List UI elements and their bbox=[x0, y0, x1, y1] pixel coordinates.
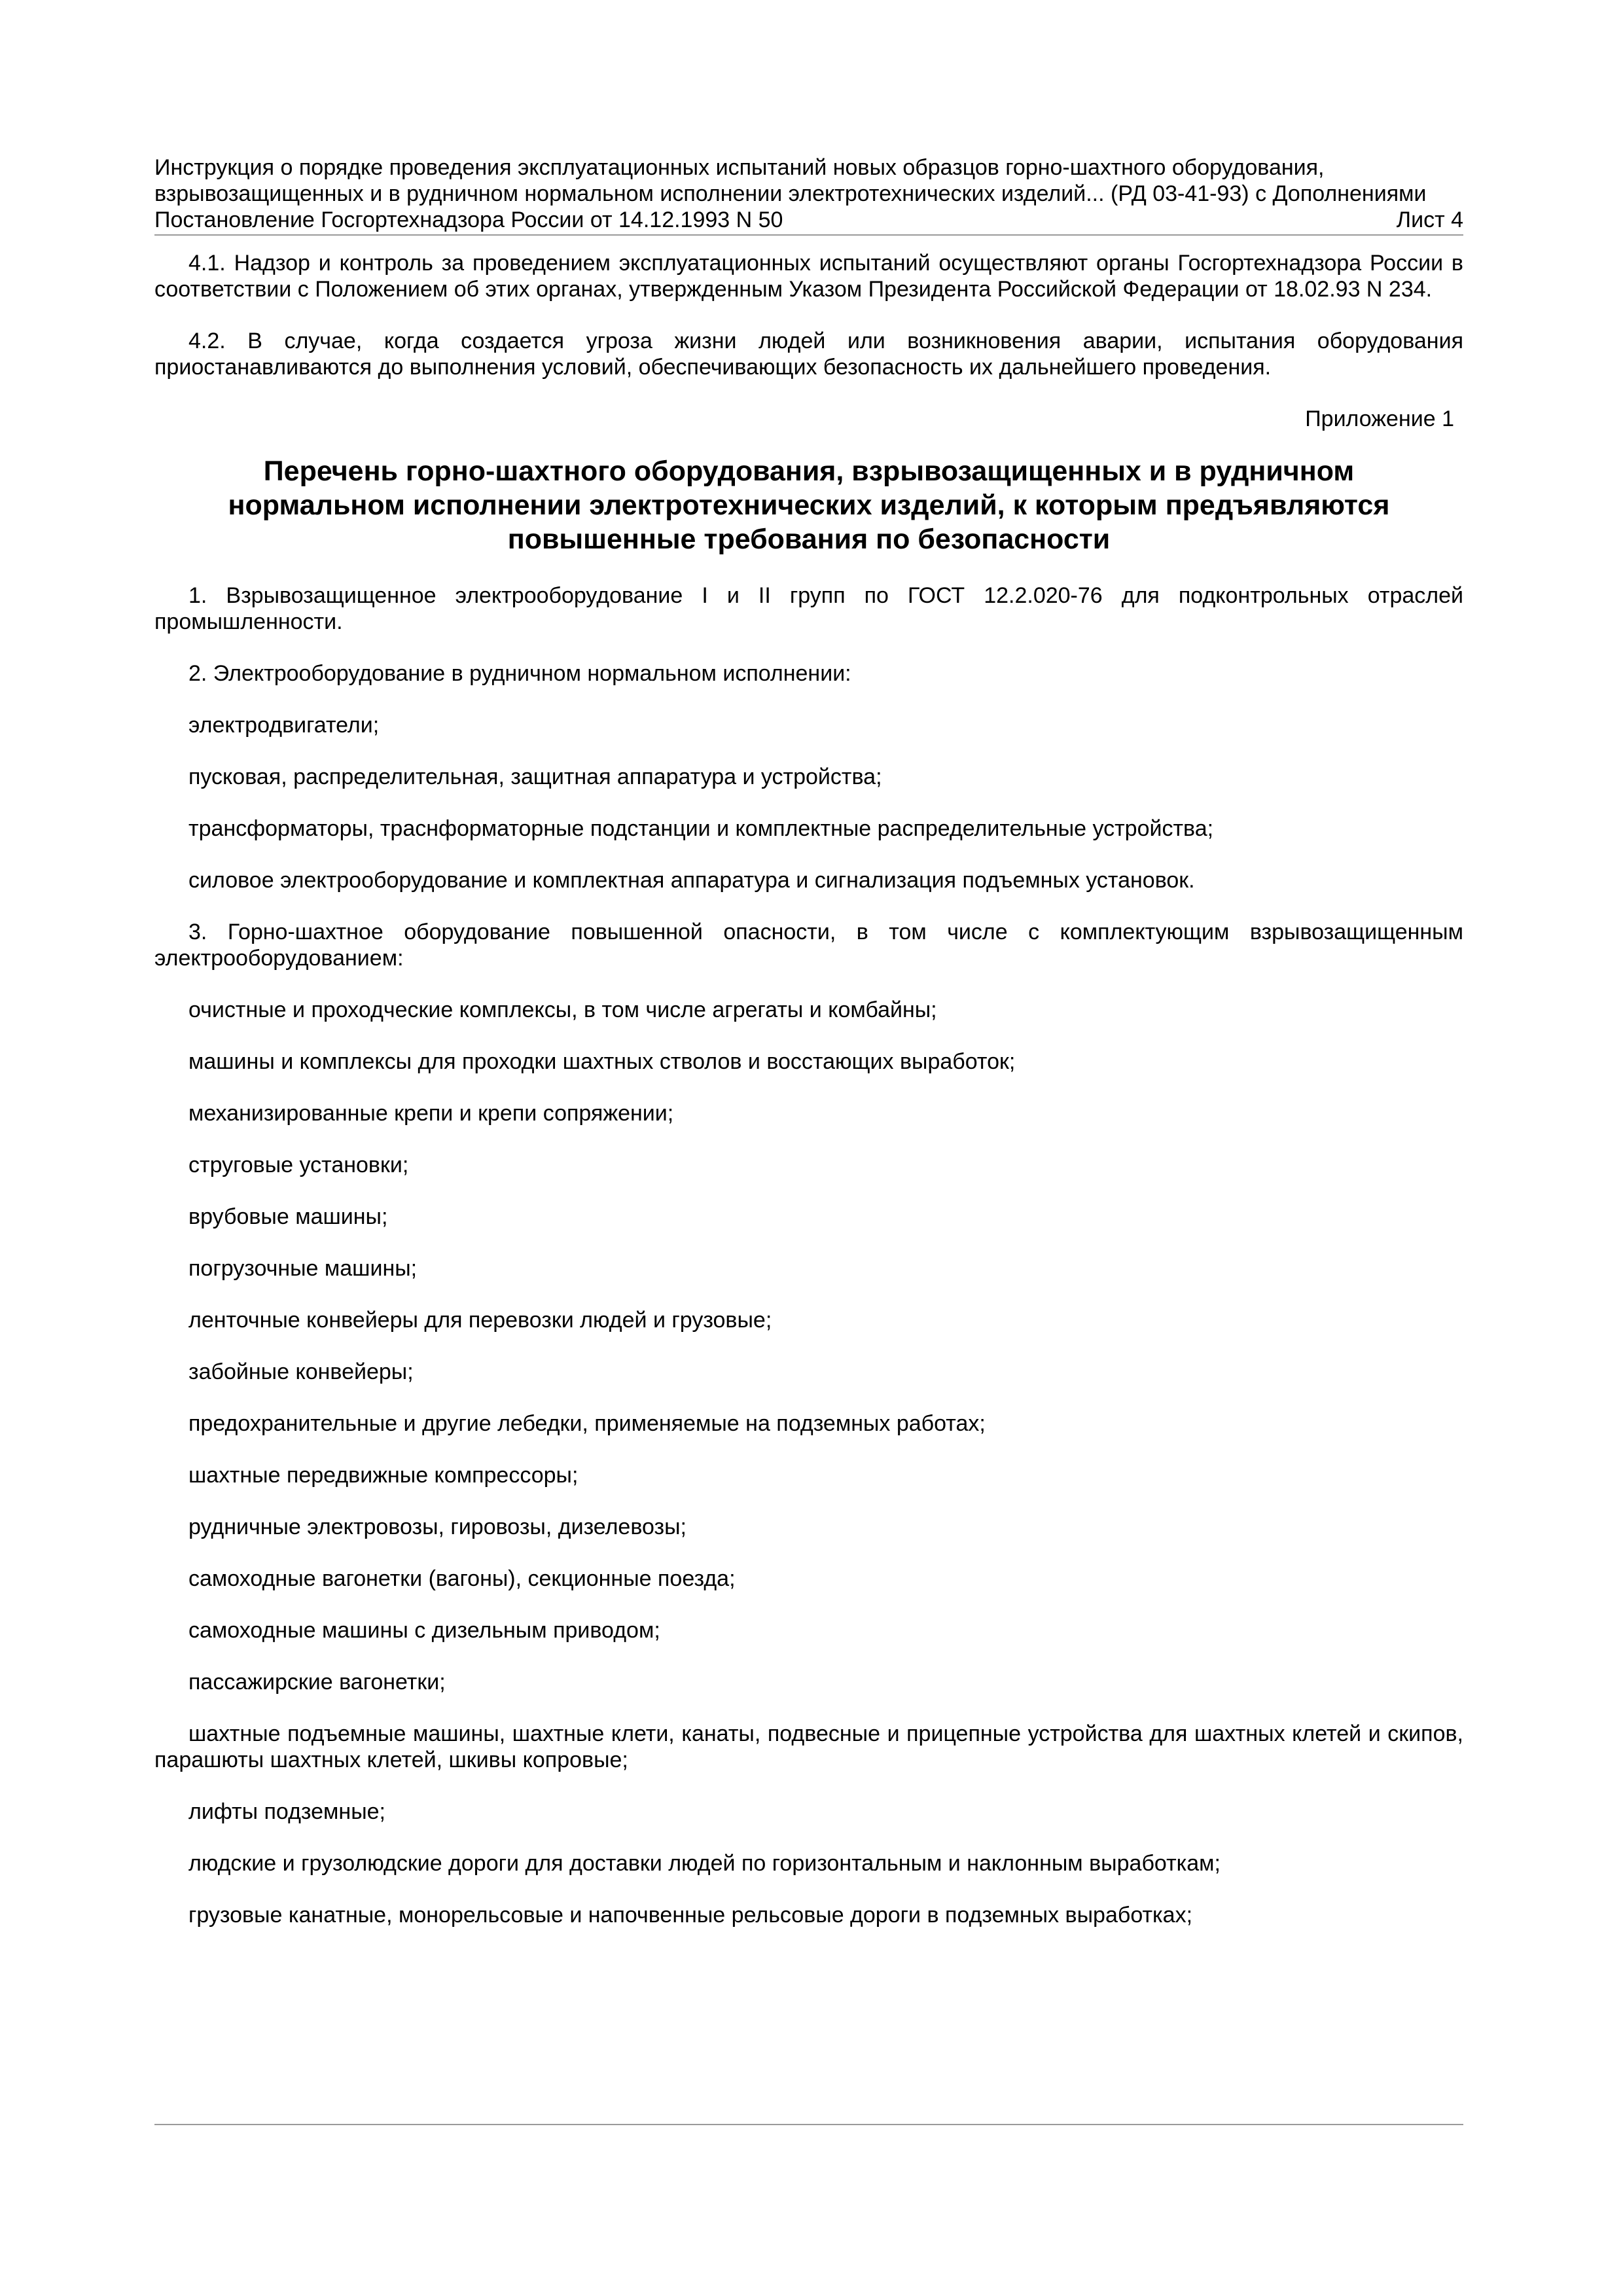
paragraph-4-2: 4.2. В случае, когда создается угроза жизни людей или возникновения аварии, испытания оборудования приостанавливаются до выполнения условий, обеспечивающих безопасность их дальнейшего проведения. bbox=[154, 329, 1463, 380]
list-item: лифты подземные; bbox=[188, 1799, 385, 1824]
list-item: погрузочные машины; bbox=[188, 1256, 418, 1281]
list-item: электродвигатели; bbox=[188, 713, 380, 738]
list-item: очистные и проходческие комплексы, в том числе агрегаты и комбайны; bbox=[188, 997, 937, 1022]
document-title: Инструкция о порядке проведения эксплуатационных испытаний новых образцов горно-шахтного оборудования, взрывозащищенных и в рудничном нормальном исполнении электротехнических изделий... (РД 03-41-93) с Дополнениями bbox=[154, 155, 1427, 206]
list-item: 1. Взрывозащищенное электрооборудование I и II групп по ГОСТ 12.2.020-76 для подконтрольных отраслей промышленности. bbox=[154, 583, 1463, 634]
list-item: пассажирские вагонетки; bbox=[188, 1670, 446, 1695]
list-item: ленточные конвейеры для перевозки людей и грузовые; bbox=[188, 1308, 772, 1333]
list-item: людские и грузолюдские дороги для доставки людей по горизонтальным и наклонным выработкам; bbox=[188, 1851, 1221, 1876]
document-body bbox=[154, 250, 1463, 1928]
document-page bbox=[154, 154, 1463, 1954]
list-item: самоходные машины с дизельным приводом; bbox=[188, 1618, 660, 1643]
sheet-number: Лист 4 bbox=[1396, 207, 1463, 232]
header-meta-row bbox=[154, 207, 1463, 236]
list-item: шахтные подъемные машины, шахтные клети, канаты, подвесные и прицепные устройства для шахтных клетей и скипов, парашюты шахтных клетей, шкивы копровые; bbox=[154, 1721, 1463, 1772]
list-item: предохранительные и другие лебедки, применяемые на подземных работах; bbox=[188, 1411, 986, 1436]
list-item: трансформаторы, траснформаторные подстанции и комплектные распределительные устройства; bbox=[188, 816, 1214, 841]
list-item: рудничные электровозы, гировозы, дизелевозы; bbox=[188, 1515, 687, 1539]
list-item: 2. Электрооборудование в рудничном нормальном исполнении: bbox=[188, 661, 851, 686]
list-item: самоходные вагонетки (вагоны), секционные поезда; bbox=[188, 1566, 736, 1591]
paragraph-4-1: 4.1. Надзор и контроль за проведением эксплуатационных испытаний осуществляют органы Госгортехнадзора России в соответствии с Положением об этих органах, утвержденным Указом Президента Российской Федерации от 18.02.93 N 234. bbox=[154, 251, 1463, 302]
page-header bbox=[154, 154, 1463, 236]
list-item: 3. Горно-шахтное оборудование повышенной опасности, в том числе с комплектующим взрывозащищенным электрооборудованием: bbox=[154, 920, 1463, 971]
list-item: забойные конвейеры; bbox=[188, 1359, 414, 1384]
appendix-label: Приложение 1 bbox=[1305, 406, 1454, 431]
list-item: струговые установки; bbox=[188, 1153, 409, 1177]
list-item: врубовые машины; bbox=[188, 1204, 388, 1229]
section-title: Перечень горно-шахтного оборудования, взрывозащищенных и в рудничном нормальном исполнении электротехнических изделий, к которым предъявляются повышенные требования по безопасности bbox=[228, 456, 1390, 555]
list-item: грузовые канатные, монорельсовые и напочвенные рельсовые дороги в подземных выработках; bbox=[188, 1903, 1193, 1928]
list-item: машины и комплексы для проходки шахтных стволов и восстающих выработок; bbox=[188, 1049, 1016, 1074]
list-item: силовое электрооборудование и комплектная аппаратура и сигнализация подъемных установок. bbox=[188, 868, 1195, 893]
list-item: механизированные крепи и крепи сопряжении; bbox=[188, 1101, 674, 1126]
document-source: Постановление Госгортехнадзора России от 14.12.1993 N 50 bbox=[154, 207, 783, 232]
footer-divider bbox=[154, 2124, 1463, 2125]
list-item: шахтные передвижные компрессоры; bbox=[188, 1463, 579, 1488]
list-item: пусковая, распределительная, защитная аппаратура и устройства; bbox=[188, 764, 882, 789]
